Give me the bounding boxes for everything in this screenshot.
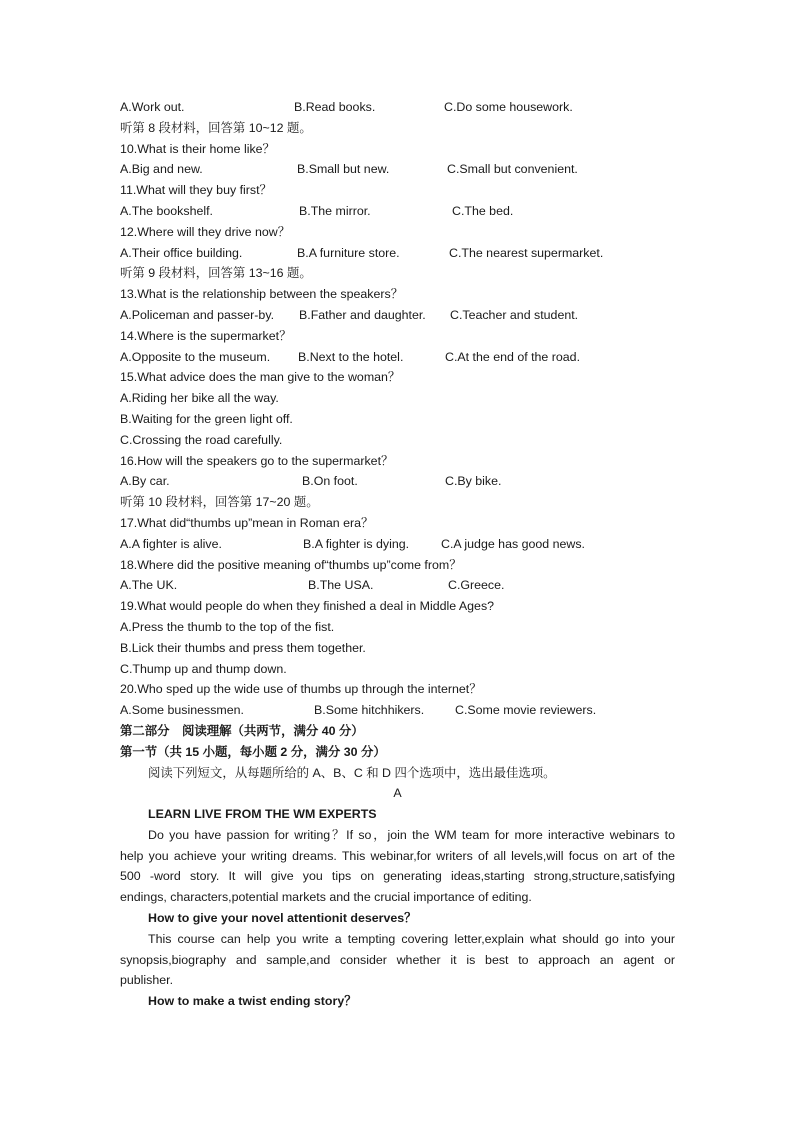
q12-options [120,243,675,264]
q19-option-a: A.Press the thumb to the top of the fist. [120,619,335,634]
question-19: 19.What would people do when they finished a deal in Middle Ages? [120,599,495,614]
option-c: C.The nearest supermarket. [449,245,604,260]
q19-option-c: C.Thump up and thump down. [120,661,287,676]
q15-option-b: B.Waiting for the green light off. [120,411,293,426]
exam-page [120,97,675,1012]
section-9-heading: 听第 9 段材料，回答第 13~16 题。 [120,266,312,281]
option-a: A.The UK. [120,578,178,593]
option-c: C.Greece. [448,578,505,593]
q19-option-b: B.Lick their thumbs and press them together. [120,640,366,655]
option-c: C.The bed. [452,203,514,218]
option-c: C.Teacher and student. [450,307,579,322]
option-c: C.At the end of the road. [445,349,581,364]
paragraph-1-line: help you achieve your writing dreams. This webinar,for writers of all levels,will focus on art of the [120,848,675,863]
option-a: A.Work out. [120,100,185,114]
paragraph-2-line: publisher. [120,973,174,988]
option-a: A.A fighter is alive. [120,536,222,551]
subheading-novel-attention: How to give your novel attentionit deserves？ [148,911,417,926]
option-a: A.The bookshelf. [120,203,213,218]
option-c: C.By bike. [445,474,502,489]
paragraph-2-line: This course can help you write a tempting covering letter,explain what should go into your [148,931,675,946]
passage-letter: A [393,786,402,801]
part-2-title: 第二部分 阅读理解（共两节，满分 40 分） [120,723,364,738]
passage-title: LEARN LIVE FROM THE WM EXPERTS [148,807,377,822]
option-b: B.Father and daughter. [299,307,426,322]
q10-options [120,159,675,180]
paragraph-1-line: 500 -word story. It will give you tips on generating ideas,starting strong,structure,satisfying [120,869,675,884]
q14-options [120,347,675,368]
q15-option-a: A.Riding her bike all the way. [120,391,279,406]
option-c: C.Some movie reviewers. [455,703,597,718]
q17-options [120,534,675,555]
option-a: A.Their office building. [120,245,243,260]
option-b: B.A fighter is dying. [303,536,410,551]
option-b: B.Some hitchhikers. [314,703,425,718]
question-18: 18.Where did the positive meaning of“thumbs up”come from？ [120,557,462,572]
option-b: B.The mirror. [299,203,371,218]
option-b: B.The USA. [308,578,374,593]
paragraph-1-line: endings, characters,potential markets and the crucial importance of editing. [120,890,532,905]
question-13: 13.What is the relationship between the speakers？ [120,287,404,302]
question-15: 15.What advice does the man give to the woman？ [120,370,401,385]
section-1-title: 第一节（共 15 小题，每小题 2 分，满分 30 分） [120,744,386,759]
option-b: B.Next to the hotel. [298,349,404,364]
q18-options [120,575,675,596]
q13-options [120,305,675,326]
q11-options [120,201,675,222]
option-c: C.A judge has good news. [441,536,585,551]
option-c: C.Small but convenient. [447,162,578,177]
option-a: A.Opposite to the museum. [120,349,271,364]
question-12: 12.Where will they drive now？ [120,224,291,239]
option-b: B.Read books. [294,100,376,114]
question-10: 10.What is their home like？ [120,141,275,156]
paragraph-2-line: synopsis,biography and sample,and consider whether it is best to approach an agent or [120,952,675,967]
reading-instruction: 阅读下列短文，从每题所给的 A、B、C 和 D 四个选项中，选出最佳选项。 [148,765,556,780]
option-b: B.Small but new. [297,162,390,177]
question-17: 17.What did“thumbs up”mean in Roman era？ [120,515,374,530]
option-a: A.Policeman and passer-by. [120,307,275,322]
option-a: A.By car. [120,474,170,489]
q15-option-c: C.Crossing the road carefully. [120,432,283,447]
option-a: A.Big and new. [120,162,203,177]
question-14: 14.Where is the supermarket？ [120,328,292,343]
option-b: B.On foot. [302,474,358,489]
question-11: 11.What will they buy first？ [120,183,272,198]
paragraph-1-line: Do you have passion for writing？If so，join the WM team for more interactive webinars to [148,827,675,842]
option-c: C.Do some housework. [444,100,573,114]
question-20: 20.Who sped up the wide use of thumbs up through the internet？ [120,682,482,697]
subheading-twist-ending: How to make a twist ending story？ [148,994,357,1009]
section-8-heading: 听第 8 段材料，回答第 10~12 题。 [120,120,312,135]
option-a: A.Some businessmen. [120,703,244,718]
q9-options [120,97,675,118]
section-10-heading: 听第 10 段材料，回答第 17~20 题。 [120,495,319,510]
q20-options [120,700,675,721]
question-16: 16.How will the speakers go to the supermarket？ [120,453,394,468]
q16-options [120,471,675,492]
option-b: B.A furniture store. [297,245,400,260]
